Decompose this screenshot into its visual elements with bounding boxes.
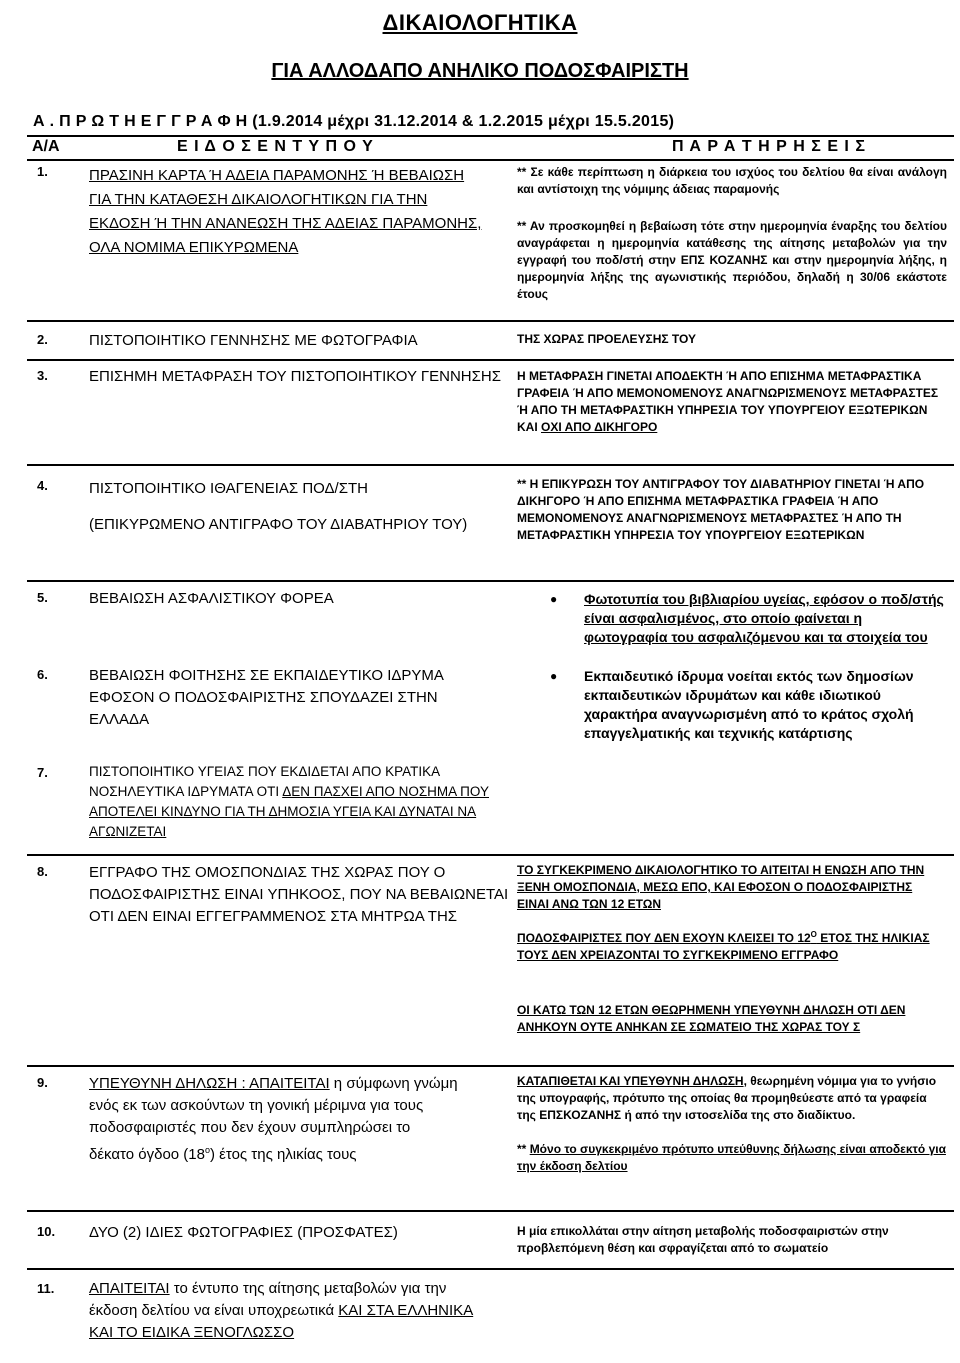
no-lawyer-note: ΟΧΙ ΑΠΟ ΔΙΚΗΓΟΡΟ xyxy=(541,420,658,434)
row-description: ΒΕΒΑΙΩΣΗ ΦΟΙΤΗΣΗΣ ΣΕ ΕΚΠΑΙΔΕΥΤΙΚΟ ΙΔΡΥΜΑ ΕΦΟΣΟΝ Ο ΠΟΔΟΣΦΑΙΡΙΣΤΗΣ ΣΠΟΥΔΑΖΕΙ ΣΤΗΝ ΕΛΛΑΔΑ xyxy=(89,667,444,728)
document-title: ΔΙΚΑΙΟΛΟΓΗΤΙΚΑ xyxy=(382,10,578,35)
row-description: ΑΠΑΙΤΕΙΤΑΙ το έντυπο της αίτησης μεταβολών για την έκδοση δελτίου να είναι υποχρεωτικά ΚΑΙ ΣΤΑ ΕΛΛΗΝΙΚΑ ΚΑΙ ΤΟ ΕΙΔΙΚΑ ΞΕΝΟΓΛΩΣΣΟ xyxy=(89,1280,474,1341)
row-number: 9. xyxy=(37,1075,48,1090)
institution-note: Εκπαιδευτικό ίδρυμα νοείται εκτός των δημοσίων εκπαιδευτικών ιδρυμάτων και κάθε ιδιωτικού χαρακτήρα αναγνωρισμένη από το κράτος σχολή επαγγελματικής και τεχνικής κατάρτισης xyxy=(584,668,914,741)
table-row xyxy=(27,362,954,466)
row-description-secondary: (ΕΠΙΚΥΡΩΜΕΝΟ ΑΝΤΙΓΡΑΦΟ ΤΟΥ ΔΙΑΒΑΤΗΡΙΟΥ ΤΟΥ) xyxy=(89,516,468,533)
row-description: ΠΙΣΤΟΠΟΙΗΤΙΚΟ ΥΓΕΙΑΣ ΠΟΥ ΕΚΔΙΔΕΤΑΙ ΑΠΟ ΚΡΑΤΙΚΑ ΝΟΣΗΛΕΥΤΙΚΑ ΙΔΡΥΜΑΤΑ ΟΤΙ ΔΕΝ ΠΑΣΧΕΙ ΑΠΟ ΝΟΣΗΜΑ ΠΟΥ ΑΠΟΤΕΛΕΙ ΚΙΝΔΥΝΟ ΓΙΑ ΤΗ ΔΗΜΟΣΙΑ ΥΓΕΙΑ ΚΑΙ ΔΥΝΑΤΑΙ ΝΑ ΑΓΩΝΙΖΕΤΑΙ xyxy=(89,764,489,839)
row-note: Η ΜΕΤΑΦΡΑΣΗ ΓΙΝΕΤΑΙ ΑΠΟΔΕΚΤΗ Ή ΑΠΟ ΕΠΙΣΗΜΑ ΜΕΤΑΦΡΑΣΤΙΚΑ ΓΡΑΦΕΙΑ Ή ΑΠΟ ΜΕΜΟΝΟΜΕΝΟΥΣ ΑΝΑΓΝΩΡΙΣΜΕΝΟΥΣ ΜΕΤΑΦΡΑΣΤΕΣ Ή ΑΠΟ ΤΗ ΜΕΤΑΦΡΑΣΤΙΚΗ ΥΠΗΡΕΣΙΑ ΤΟΥ ΥΠΟΥΡΓΕΙΟΥ ΕΞΩΤΕΡΙΚΩΝ ΚΑΙ ΟΧΙ ΑΠΟ ΔΙΚΗΓΟΡΟ xyxy=(517,369,939,434)
row-note: ** Η ΕΠΙΚΥΡΩΣΗ ΤΟΥ ΑΝΤΙΓΡΑΦΟΥ ΤΟΥ ΔΙΑΒΑΤΗΡΙΟΥ ΓΙΝΕΤΑΙ Ή ΑΠΟ ΔΙΚΗΓΟΡΟ Ή ΑΠΟ ΕΠΙΣΗΜΑ ΜΕΤΑΦΡΑΣΤΙΚΑ ΓΡΑΦΕΙΑ Ή ΑΠΟ ΜΕΜΟΝΟΜΕΝΟΥΣ ΑΝΑΓΝΩΡΙΣΜΕΝΟΥΣ ΜΕΤΑΦΡΑΣΤΕΣ Ή ΑΠΟ ΤΗ ΜΕΤΑΦΡΑΣΤΙΚΗ ΥΠΗΡΕΣΙΑ ΤΟΥ ΥΠΟΥΡΓΕΙΟΥ ΕΞΩΤΕΡΙΚΩΝ xyxy=(517,477,925,542)
row-description: ΒΕΒΑΙΩΣΗ ΑΣΦΑΛΙΣΤΙΚΟΥ ΦΟΡΕΑ xyxy=(89,590,334,607)
row-description: ΠΙΣΤΟΠΟΙΗΤΙΚΟ ΙΘΑΓΕΝΕΙΑΣ ΠΟΔ/ΣΤΗ xyxy=(89,480,368,497)
table-row xyxy=(27,1069,954,1212)
table-row-group xyxy=(27,584,954,856)
row-description: ΠΙΣΤΟΠΟΙΗΤΙΚΟ ΓΕΝΝΗΣΗΣ ΜΕ ΦΩΤΟΓΡΑΦΙΑ xyxy=(89,332,418,349)
row-number: 7. xyxy=(37,765,48,780)
row-description: ΕΠΙΣΗΜΗ ΜΕΤΑΦΡΑΣΗ ΤΟΥ ΠΙΣΤΟΠΟΙΗΤΙΚΟΥ ΓΕΝΝΗΣΗΣ xyxy=(89,368,502,385)
row-description: ΥΠΕΥΘΥΝΗ ΔΗΛΩΣΗ : ΑΠΑΙΤΕΙΤΑΙ η σύμφωνη γνώμη ενός εκ των ασκούντων τη γονική μέριμνα για τους ποδοσφαιριστές που δεν έχουν συμπληρώσει το δέκατο όγδοο $(18^o)$ έτος της ηλικίας τους xyxy=(89,1075,458,1163)
document-subtitle: ΓΙΑ ΑΛΛΟΔΑΠΟ ΑΝΗΛΙΚΟ ΠΟΔΟΣΦΑΙΡΙΣΤΗ xyxy=(271,60,689,82)
row-note: Η μία επικολλάται στην αίτηση μεταβολής ποδοσφαιριστών στην προβλεπόμενη θέση και σφραγίζεται από το σωματείο xyxy=(517,1224,889,1255)
insurance-note: Φωτοτυπία του βιβλιαρίου υγείας, εφόσον ο ποδ/στής είναι ασφαλισμένος, στο οποίο φαίνεται η φωτογραφία του ασφαλιζόμενου και τα στοιχεία του xyxy=(584,591,944,645)
row-note: ΟΙ ΚΑΤΩ ΤΩΝ 12 ΕΤΩΝ ΘΕΩΡΗΜΕΝΗ ΥΠΕΥΘΥΝΗ ΔΗΛΩΣΗ ΟΤΙ ΔΕΝ ΑΝΗΚΟΥΝ ΟΥΤΕ ΑΝΗΚΑΝ ΣΕ ΣΩΜΑΤΕΙΟ ΤΗΣ ΧΩΡΑΣ ΤΟΥ Σ xyxy=(517,1003,906,1034)
bullet-icon: ● xyxy=(550,669,558,683)
header-notes: Π Α Ρ Α Τ Η Ρ Η Σ Ε Ι Σ xyxy=(672,138,866,155)
row-number: 6. xyxy=(37,667,48,682)
table-row xyxy=(27,1272,954,1352)
row-number: 10. xyxy=(37,1224,56,1239)
row-note: ** Αν προσκομηθεί η βεβαίωση τότε στην ημερομηνία έναρξης του δελτίου αναγράφεται η ημερομηνία κατάθεσης της αίτησης μεταβολών για την εγγραφή του ποδ/στή στην ΕΠΣ ΚΟΖΑΝΗΣ και στην ημερομηνία λήξης, η ημερομηνία λήξης της αγωνιστικής περιόδου, δηλαδή η 30/06 εκάστοτε έτους xyxy=(517,219,947,301)
table-row xyxy=(27,858,954,1067)
health-condition-text: ΔΕΝ ΠΑΣΧΕΙ ΑΠΟ ΝΟΣΗΜΑ ΠΟΥ ΑΠΟΤΕΛΕΙ ΚΙΝΔΥΝΟ ΓΙΑ ΤΗ ΔΗΜΟΣΙΑ ΥΓΕΙΑ ΚΑΙ ΔΥΝΑΤΑΙ ΝΑ ΑΓΩΝΙΖΕΤΑΙ xyxy=(89,784,489,839)
row-note: ΠΟΔΟΣΦΑΙΡΙΣΤΕΣ ΠΟΥ ΔΕΝ ΕΧΟΥΝ ΚΛΕΙΣΕΙ ΤΟ $12^O$ ΕΤΟΣ ΤΗΣ ΗΛΙΚΙΑΣ ΤΟΥΣ ΔΕΝ ΧΡΕΙΑΖΟΝΤΑΙ ΤΟ ΣΥΓΚΕΚΡΙΜΕΝΟ ΕΓΓΡΑΦΟ xyxy=(517,930,930,962)
row-number: 11. xyxy=(37,1281,55,1296)
table-row xyxy=(27,323,954,361)
row-note: ** Σε κάθε περίπτωση η διάρκεια του ισχύος του δελτίου θα είναι ανάλογη και αντίστοιχη της νόμιμης άδειας παραμονής xyxy=(517,165,947,196)
row-number: 5. xyxy=(37,590,48,605)
row-note: ** Μόνο το συγκεκριμένο πρότυπο υπεύθυνης δήλωσης είναι αποδεκτό για την έκδοση δελτίου xyxy=(517,1142,946,1173)
header-aa: Α/Α xyxy=(32,138,60,155)
row-description: ΔΥΟ (2) ΙΔΙΕΣ ΦΩΤΟΓΡΑΦΙΕΣ (ΠΡΟΣΦΑΤΕΣ) xyxy=(89,1224,398,1241)
table-header xyxy=(27,135,954,161)
row-note: ΚΑΤΑΠΙΘΕΤΑΙ ΚΑΙ ΥΠΕΥΘΥΝΗ ΔΗΛΩΣΗ, θεωρημένη νόμιμα για το γνήσιο της υπογραφής, πρότυπο της οποίας θα προμηθεύεστε από τα γραφεία της ΕΠΣΚΟΖΑΝΗΣ ή από την ιστοσελίδα της στο διαδίκτυο. xyxy=(517,1074,937,1122)
row-number: 2. xyxy=(37,332,48,347)
bullet-icon: ● xyxy=(550,592,558,606)
table-row xyxy=(27,160,954,322)
registration-period: Α . Π Ρ Ω Τ Η Ε Γ Γ Ρ Α Φ Η (1.9.2014 μέχρι 31.12.2014 & 1.2.2015 μέχρι 15.5.2015) xyxy=(33,113,675,130)
row-note: ΤΗΣ ΧΩΡΑΣ ΠΡΟΕΛΕΥΣΗΣ ΤΟΥ xyxy=(517,332,697,346)
table-row xyxy=(27,468,954,582)
list-item xyxy=(550,590,944,647)
list-item xyxy=(550,667,944,743)
header-documents: Ε Ι Δ Ο Σ Ε Ν Τ Υ Π Ο Υ xyxy=(177,138,374,155)
row-number: 1. xyxy=(37,164,48,179)
row-number: 4. xyxy=(37,478,48,493)
row-description: ΠΡΑΣΙΝΗ ΚΑΡΤΑ Ή ΑΔΕΙΑ ΠΑΡΑΜΟΝΗΣ Ή ΒΕΒΑΙΩΣΗ ΓΙΑ ΤΗΝ ΚΑΤΑΘΕΣΗ ΔΙΚΑΙΟΛΟΓΗΤΙΚΩΝ ΓΙΑ ΤΗΝ ΕΚΔΟΣΗ Ή ΤΗΝ ΑΝΑΝΕΩΣΗ ΤΗΣ ΑΔΕΙΑΣ ΠΑΡΑΜΟΝΗΣ, ΟΛΑ ΝΟΜΙΜΑ ΕΠΙΚΥΡΩΜΕΝΑ xyxy=(89,167,482,256)
row-number: 8. xyxy=(37,864,48,879)
row-description: ΕΓΓΡΑΦΟ ΤΗΣ ΟΜΟΣΠΟΝΔΙΑΣ ΤΗΣ ΧΩΡΑΣ ΠΟΥ Ο ΠΟΔΟΣΦΑΙΡΙΣΤΗΣ ΕΙΝΑΙ ΥΠΗΚΟΟΣ, ΠΟΥ ΝΑ ΒΕΒΑΙΩΝΕΤΑΙ ΟΤΙ ΔΕΝ ΕΙΝΑΙ ΕΓΓΕΓΡΑΜΜΕΝΟΣ ΣΤΑ ΜΗΤΡΩΑ ΤΗΣ xyxy=(89,864,509,925)
row-note: ΤΟ ΣΥΓΚΕΚΡΙΜΕΝΟ ΔΙΚΑΙΟΛΟΓΗΤΙΚΟ ΤΟ ΑΙΤΕΙΤΑΙ Η ΕΝΩΣΗ ΑΠΟ ΤΗΝ ΞΕΝΗ ΟΜΟΣΠΟΝΔΙΑ, ΜΕΣΩ ΕΠΟ, ΚΑΙ ΕΦΟΣΟΝ Ο ΠΟΔΟΣΦΑΙΡΙΣΤΗΣ ΕΙΝΑΙ ΑΝΩ ΤΩΝ 12 ΕΤΩΝ xyxy=(517,863,925,911)
row-number: 3. xyxy=(37,368,48,383)
table-row xyxy=(27,1214,954,1270)
